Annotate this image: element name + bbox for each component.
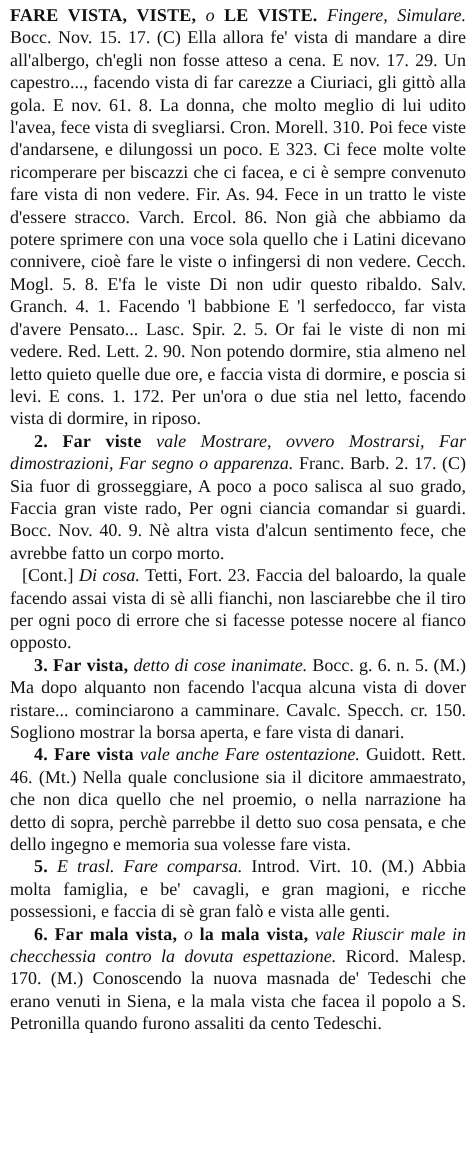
headword-conjunction: o <box>183 923 193 944</box>
entry-definition: Fingere, Simulare. <box>326 5 467 25</box>
sense-number: 6. <box>34 923 48 944</box>
continuation-note <box>10 564 466 654</box>
headword-conjunction: o <box>205 5 215 25</box>
sense-paragraph <box>10 923 466 1035</box>
entry-citations: Bocc. Nov. 15. 17. (C) Ella allora fe' vista di mandare a dire all'albergo, ch'egli non fosse atteso a cena. E nov. 17. 29. Un capestro..., facendo vista di far carezze a Ciuriaci, gli gittò alla gola. E nov. 61. 8. La donna, che molto meglio di lui udito l'avea, fece vista di svegliarsi. Cron. Morell. 310. Poi fece viste d'andarsene, e dilungossi un poco. E 323. Ci fece molte volte ricomperare per biscazzi che ci facea, e ci è sempre convenuto fare vista di non vedere. Fir. As. 94. Fece in un tratto le viste d'essere stracco. Varch. Ercol. 86. Non già che abbiamo da potere sprimere con una voce sola quello che i Latini dicevano connivere, cioè fare le viste o infingersi di non vedere. Cecch. Mogl. 5. 8. E'fa le viste Di non udir questo ribaldo. Salv. Granch. 4. 1. Facendo 'l babbione E 'l serfedocco, far vista d'avere Pensato... Lasc. Spir. 2. 5. Or fai le viste di non mi vedere. Red. Lett. 2. 90. Non potendo dormire, stia almeno nel letto quieto quelle due ore, e faccia vista di dormire, e poscia si levi. E cons. 1. 172. Per un'ora o due stia nel letto, facendo vista di dormire, in riposo. <box>10 27 466 429</box>
sense-number: 3. <box>34 654 48 675</box>
sense-definition: E trasl. Fare comparsa. <box>56 856 243 877</box>
sense-6 <box>10 923 466 1035</box>
sense-headword-alt: la mala vista, <box>199 923 309 944</box>
sense-4 <box>10 743 466 855</box>
sense-5 <box>10 855 466 922</box>
continuation-label: [Cont.] <box>22 565 74 586</box>
sense-citations: Ricord. Malesp. 170. (M.) Conoscendo la nuova masnada de' Tedeschi che erano venuti in Siena, e la mala vista che facea il popolo a S. Petronilla quando furono assaliti da cento Tedeschi. <box>10 946 466 1034</box>
sense-number: 4. <box>34 744 48 765</box>
continuation-citations: Tetti, Fort. 23. Faccia del baloardo, la quale facendo assai vista di sè alli fianchi, non lasciarebbe che il tiro per ogni poco di errore che si facesse potesse nocere al fianco opposto. <box>10 565 467 653</box>
entry-headword: FARE VISTA, VISTE, <box>10 5 197 25</box>
entry-headword-alt: LE VISTE. <box>224 5 318 25</box>
sense-paragraph <box>10 743 466 855</box>
continuation-paragraph <box>10 564 466 654</box>
sense-definition: vale anche Fare ostentazione. <box>139 744 360 765</box>
sense-number: 2. <box>34 430 48 451</box>
sense-headword: Fare vista <box>54 744 134 765</box>
sense-citations: Bocc. g. 6. n. 5. (M.) Ma dopo alquanto non facendo l'acqua alcuna vista di dover ristare... cominciarono a camminare. Cavalc. Specch. cr. 150. Sogliono mostrar la borsa aperta, e fare vista di danari. <box>10 654 467 742</box>
sense-headword: Far vista, <box>53 654 129 675</box>
entry-fare-vista <box>10 4 466 430</box>
sense-citations: Introd. Virt. 10. (M.) Abbia molta famiglia, e be' cavagli, e gran magioni, e ricche possessioni, e faccia di sè gran falò e vista alle genti. <box>10 856 467 922</box>
continuation-definition: Di cosa. <box>78 565 140 586</box>
sense-definition: vale Mostrare, ovvero Mostrarsi, Far dimostrazioni, Far segno o apparenza. <box>10 430 467 474</box>
sense-2 <box>10 430 466 564</box>
sense-citations: Guidott. Rett. 46. (Mt.) Nella quale conclusione sia il dicitore ammaestrato, che non dica quello che nel proemio, o nella narrazione ha detto di sopra, perchè parrebbe il detto suo cosa pensata, e che dello ingegno e memoria sua volesse fare vista. <box>10 744 467 855</box>
entry-paragraph <box>10 4 466 430</box>
sense-paragraph <box>10 654 466 744</box>
sense-paragraph <box>10 430 466 564</box>
sense-headword: Far viste <box>62 430 142 451</box>
sense-3 <box>10 654 466 744</box>
sense-number: 5. <box>34 856 48 877</box>
sense-definition: detto di cose inanimate. <box>133 654 308 675</box>
sense-paragraph <box>10 855 466 922</box>
sense-citations: Franc. Barb. 2. 17. (C) Sia fuor di grosseggiare, A poco a poco salisca al suo grado, Faccia gran viste rado, Per ogni ciancia comandar si guardi. Bocc. Nov. 40. 9. Nè altra vista d'alcun sentimento fece, che avrebbe fatto un corpo morto. <box>10 453 467 563</box>
sense-definition: vale Riuscir male in checchessia contro la dovuta espettazione. <box>10 923 467 967</box>
sense-headword: Far mala vista, <box>54 923 178 944</box>
